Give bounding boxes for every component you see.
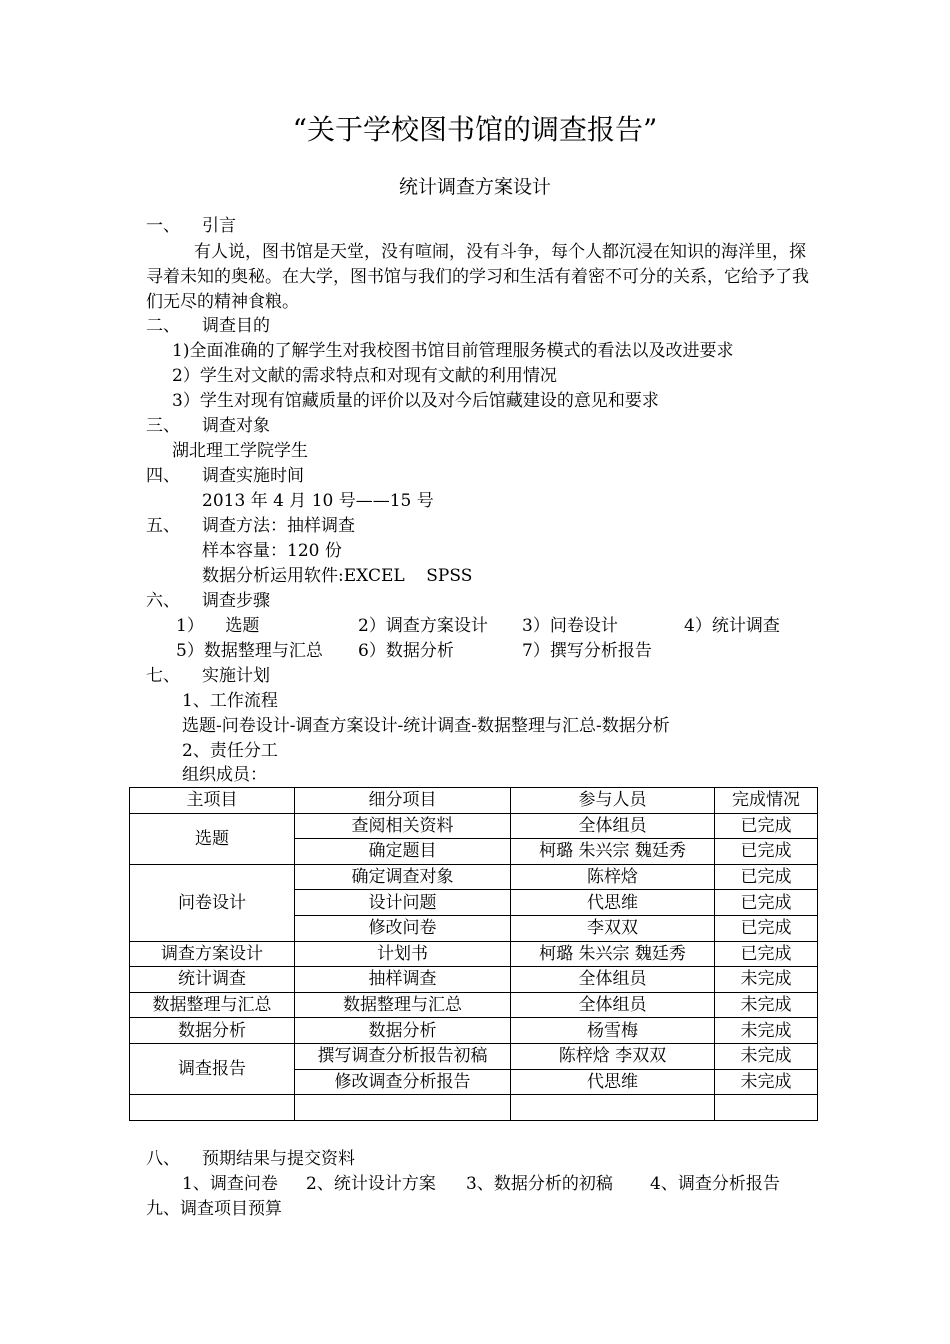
survey-target: 湖北理工学院学生 bbox=[172, 441, 308, 461]
participants-cell: 全体组员 bbox=[511, 813, 715, 839]
group-cell: 统计调查 bbox=[130, 967, 295, 993]
participants-cell: 柯璐 朱兴宗 魏廷秀 bbox=[511, 941, 715, 967]
section-6-number: 六、 bbox=[146, 591, 180, 611]
participants-cell: 代思维 bbox=[511, 1069, 715, 1095]
group-cell: 调查报告 bbox=[130, 1043, 295, 1094]
purpose-item-2: 2）学生对文献的需求特点和对现有文献的利用情况 bbox=[172, 366, 557, 386]
section-7-title: 实施计划 bbox=[202, 666, 270, 686]
group-cell: 问卷设计 bbox=[130, 864, 295, 941]
purpose-item-3: 3）学生对现有馆藏质量的评价以及对今后馆藏建设的意见和要求 bbox=[172, 391, 659, 411]
status-cell: 未完成 bbox=[715, 1069, 818, 1095]
step-1: 1） 选题 bbox=[176, 616, 260, 636]
section-4-title: 调查实施时间 bbox=[202, 466, 304, 486]
step-4: 4）统计调查 bbox=[684, 616, 780, 636]
header-main-item: 主项目 bbox=[130, 788, 295, 814]
status-cell: 已完成 bbox=[715, 813, 818, 839]
participants-cell: 全体组员 bbox=[511, 967, 715, 993]
sub-item-cell: 撰写调查分析报告初稿 bbox=[295, 1043, 511, 1069]
section-9-heading: 九、调查项目预算 bbox=[146, 1199, 282, 1219]
table-row bbox=[130, 1018, 818, 1044]
section-8-heading bbox=[146, 1148, 355, 1170]
deliverable-4: 4、调查分析报告 bbox=[650, 1174, 780, 1194]
step-7: 7）撰写分析报告 bbox=[522, 641, 652, 661]
section-8-title: 预期结果与提交资料 bbox=[202, 1149, 355, 1169]
status-cell: 已完成 bbox=[715, 864, 818, 890]
participants-cell: 杨雪梅 bbox=[511, 1018, 715, 1044]
group-cell: 数据分析 bbox=[130, 1018, 295, 1044]
status-cell: 未完成 bbox=[715, 992, 818, 1018]
sub-item-cell: 设计问题 bbox=[295, 890, 511, 916]
section-1-heading bbox=[146, 215, 236, 237]
section-7-number: 七、 bbox=[146, 666, 180, 686]
section-2-heading bbox=[146, 315, 270, 337]
section-6-heading bbox=[146, 590, 270, 612]
participants-cell: 全体组员 bbox=[511, 992, 715, 1018]
status-cell: 已完成 bbox=[715, 839, 818, 865]
purpose-item-1: 1)全面准确的了解学生对我校图书馆目前管理服务模式的看法以及改进要求 bbox=[172, 341, 734, 361]
section-1-paragraph: 有人说，图书馆是天堂，没有喧闹，没有斗争，每个人都沉浸在知识的海洋里，探寻着未知的奥秘。在大学，图书馆与我们的学习和生活有着密不可分的关系，它给予了我们无尽的精神食粮。 bbox=[146, 242, 809, 312]
table-header-row bbox=[130, 788, 818, 814]
section-5-number: 五、 bbox=[146, 516, 180, 536]
section-5-title: 调查方法：抽样调查 bbox=[202, 516, 355, 536]
section-1-title: 引言 bbox=[202, 216, 236, 236]
status-cell: 未完成 bbox=[715, 1018, 818, 1044]
step-3: 3）问卷设计 bbox=[522, 616, 618, 636]
sub-item-cell: 查阅相关资料 bbox=[295, 813, 511, 839]
section-6-title: 调查步骤 bbox=[202, 591, 270, 611]
status-cell: 已完成 bbox=[715, 915, 818, 941]
sample-size: 样本容量：120 份 bbox=[202, 541, 342, 561]
section-3-number: 三、 bbox=[146, 416, 180, 436]
empty-cell bbox=[130, 1095, 295, 1121]
header-participants: 参与人员 bbox=[511, 788, 715, 814]
table-empty-row bbox=[130, 1095, 818, 1121]
sub-item-cell: 确定题目 bbox=[295, 839, 511, 865]
sub-item-cell: 抽样调查 bbox=[295, 967, 511, 993]
step-6: 6）数据分析 bbox=[358, 641, 454, 661]
section-7-heading bbox=[146, 665, 270, 687]
deliverable-1: 1、调查问卷 bbox=[182, 1174, 278, 1194]
sub-item-cell: 修改调查分析报告 bbox=[295, 1069, 511, 1095]
duty-label: 2、责任分工 bbox=[182, 741, 278, 761]
participants-cell: 陈梓焓 bbox=[511, 864, 715, 890]
status-cell: 未完成 bbox=[715, 1043, 818, 1069]
status-cell: 已完成 bbox=[715, 890, 818, 916]
deliverable-3: 3、数据分析的初稿 bbox=[466, 1174, 613, 1194]
sub-item-cell: 计划书 bbox=[295, 941, 511, 967]
table-row bbox=[130, 967, 818, 993]
section-8-number: 八、 bbox=[146, 1149, 180, 1169]
section-5-heading bbox=[146, 515, 355, 537]
group-cell: 数据整理与汇总 bbox=[130, 992, 295, 1018]
table-row bbox=[130, 813, 818, 839]
status-cell: 已完成 bbox=[715, 941, 818, 967]
section-2-number: 二、 bbox=[146, 316, 180, 336]
table-row bbox=[130, 992, 818, 1018]
section-3-title: 调查对象 bbox=[202, 416, 270, 436]
sub-item-cell: 数据分析 bbox=[295, 1018, 511, 1044]
section-2-title: 调查目的 bbox=[202, 316, 270, 336]
table-row bbox=[130, 1043, 818, 1069]
header-sub-item: 细分项目 bbox=[295, 788, 511, 814]
document-title: “关于学校图书馆的调查报告” bbox=[292, 113, 658, 146]
section-3-heading bbox=[146, 415, 270, 437]
participants-cell: 李双双 bbox=[511, 915, 715, 941]
participants-cell: 陈梓焓 李双双 bbox=[511, 1043, 715, 1069]
group-cell: 选题 bbox=[130, 813, 295, 864]
table-row bbox=[130, 941, 818, 967]
header-status: 完成情况 bbox=[715, 788, 818, 814]
section-1-number: 一、 bbox=[146, 216, 180, 236]
step-5: 5）数据整理与汇总 bbox=[176, 641, 323, 661]
document-subtitle: 统计调查方案设计 bbox=[398, 176, 551, 198]
group-cell: 调查方案设计 bbox=[130, 941, 295, 967]
step-2: 2）调查方案设计 bbox=[358, 616, 488, 636]
empty-cell bbox=[715, 1095, 818, 1121]
participants-cell: 代思维 bbox=[511, 890, 715, 916]
deliverable-2: 2、统计设计方案 bbox=[306, 1174, 436, 1194]
empty-cell bbox=[511, 1095, 715, 1121]
section-4-number: 四、 bbox=[146, 466, 180, 486]
workflow-label: 1、工作流程 bbox=[182, 691, 278, 711]
sub-item-cell: 修改问卷 bbox=[295, 915, 511, 941]
members-label: 组织成员： bbox=[182, 765, 267, 785]
participants-cell: 柯璐 朱兴宗 魏廷秀 bbox=[511, 839, 715, 865]
table-row bbox=[130, 864, 818, 890]
section-4-heading bbox=[146, 465, 304, 487]
sub-item-cell: 数据整理与汇总 bbox=[295, 992, 511, 1018]
status-cell: 未完成 bbox=[715, 967, 818, 993]
responsibility-table bbox=[129, 787, 818, 1121]
sub-item-cell: 确定调查对象 bbox=[295, 864, 511, 890]
survey-date: 2013 年 4 月 10 号——15 号 bbox=[202, 491, 434, 511]
workflow-text: 选题-问卷设计-调查方案设计-统计调查-数据整理与汇总-数据分析 bbox=[182, 716, 670, 736]
empty-cell bbox=[295, 1095, 511, 1121]
analysis-software: 数据分析运用软件:EXCEL SPSS bbox=[202, 566, 473, 586]
